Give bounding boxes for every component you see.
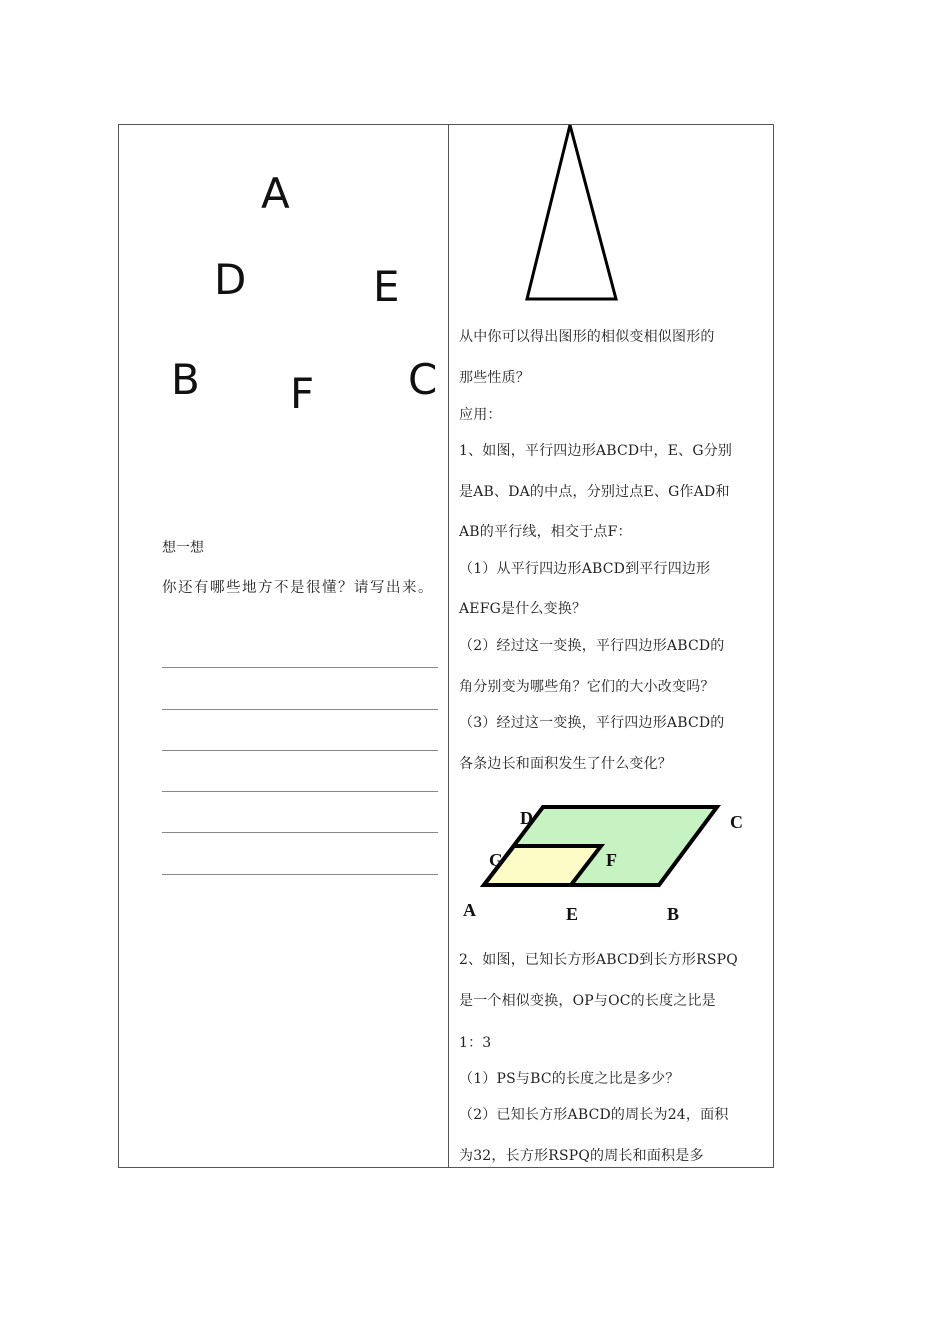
answer-line[interactable]	[162, 874, 438, 875]
text-line: 是一个相似变换，OP与OC的长度之比是	[459, 993, 716, 1009]
figure-label-b: B	[667, 904, 680, 924]
letter-d: D	[214, 255, 247, 304]
left-cell	[119, 125, 448, 1167]
figure-label-g: G	[489, 850, 504, 870]
figure-label-d: D	[520, 808, 533, 828]
text-line: 各条边长和面积发生了什么变化？	[459, 756, 672, 772]
letter-e: E	[373, 262, 400, 311]
figure-label-e: E	[566, 904, 579, 924]
letter-a: A	[261, 169, 290, 218]
answer-line[interactable]	[162, 667, 438, 668]
letter-c: C	[408, 355, 438, 404]
text-line: （2）经过这一变换，平行四边形ABCD的	[459, 638, 725, 654]
answer-line[interactable]	[162, 832, 438, 833]
text-line: 角分别变为哪些角？它们的大小改变吗？	[459, 679, 715, 695]
text-line: 1、如图，平行四边形ABCD中，E、G分别	[459, 443, 733, 459]
figure-label-a: A	[463, 900, 476, 920]
isosceles-triangle-figure	[519, 125, 629, 305]
answer-line[interactable]	[162, 750, 438, 751]
think-prompt: 你还有哪些地方不是很懂？请写出来。	[162, 580, 434, 596]
text-line: 从中你可以得出图形的相似变相似图形的	[459, 329, 715, 345]
text-line: （3）经过这一变换，平行四边形ABCD的	[459, 715, 725, 731]
figure-label-f: F	[606, 850, 617, 870]
text-line: 1：3	[459, 1035, 492, 1051]
parallelogram-figure	[479, 803, 729, 893]
text-line: 那些性质？	[459, 370, 530, 386]
text-line: （1）PS与BC的长度之比是多少？	[459, 1071, 680, 1087]
right-cell	[449, 125, 773, 1167]
text-line: AB的平行线，相交于点F：	[459, 524, 632, 540]
text-line: 为32，长方形RSPQ的周长和面积是多	[459, 1148, 704, 1164]
text-line: AEFG是什么变换？	[459, 601, 587, 617]
letter-b: B	[171, 355, 200, 404]
figure-label-c: C	[730, 812, 743, 832]
answer-line[interactable]	[162, 791, 438, 792]
text-line: 2、如图，已知长方形ABCD到长方形RSPQ	[459, 952, 738, 968]
answer-line[interactable]	[162, 709, 438, 710]
text-line: （1）从平行四边形ABCD到平行四边形	[459, 561, 711, 577]
text-line: 应用：	[459, 407, 502, 423]
think-title: 想一想	[162, 540, 204, 556]
text-line: 是AB、DA的中点，分别过点E、G作AD和	[459, 484, 730, 500]
letter-f: F	[290, 369, 315, 418]
text-line: （2）已知长方形ABCD的周长为24，面积	[459, 1107, 729, 1123]
